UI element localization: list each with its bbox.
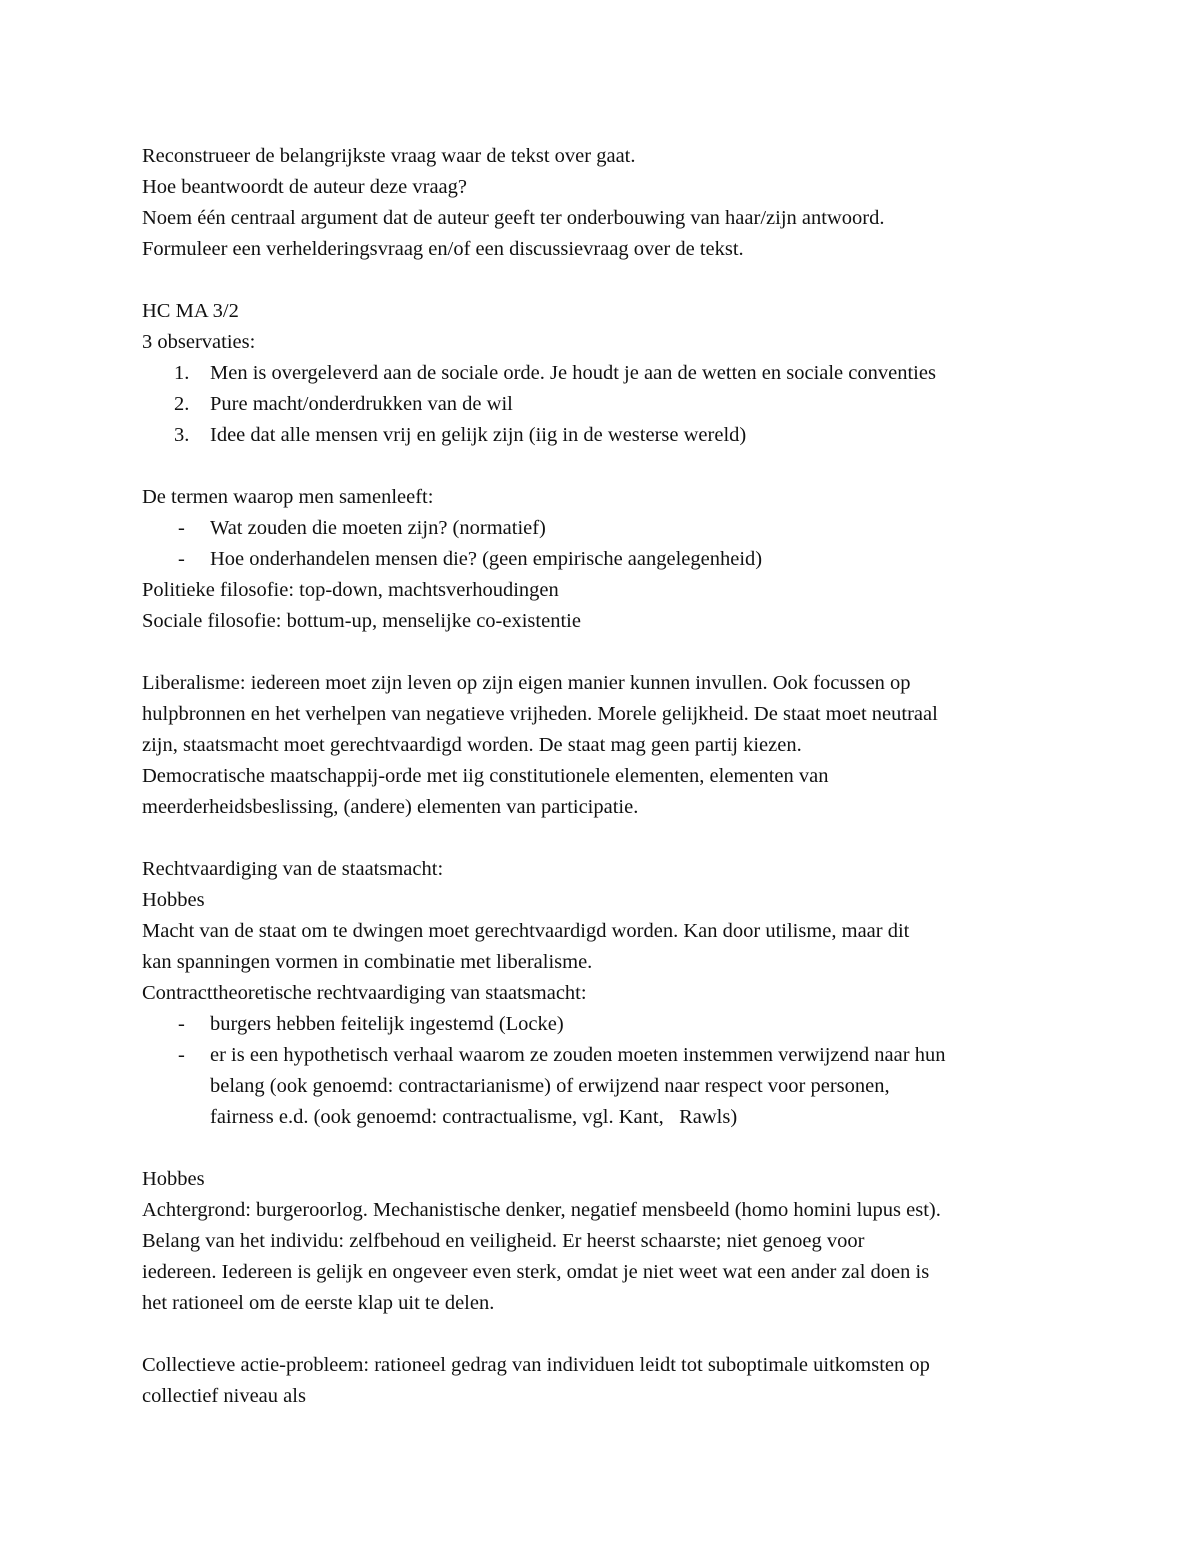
terms-text: Wat zouden die moeten zijn? (normatief) [210, 517, 546, 539]
intro-question: Formuleer een verhelderingsvraag en/of een discussievraag over de tekst. [142, 238, 744, 260]
document-body [142, 141, 1072, 1412]
list-number: 2. [174, 393, 190, 415]
paragraph-line: zijn, staatsmacht moet gerechtvaardigd worden. De staat mag geen partij kiezen. [142, 734, 802, 756]
paragraph-gap [142, 451, 1072, 482]
collective-action-section [142, 1350, 1072, 1412]
observations-heading: 3 observaties: [142, 331, 256, 353]
paragraph-line: Belang van het individu: zelfbehoud en veiligheid. Er heerst schaarste; niet genoeg voor [142, 1230, 865, 1252]
philosophy-line: Sociale filosofie: bottum-up, menselijke co-existentie [142, 610, 581, 632]
paragraph-line: meerderheidsbeslissing, (andere) elementen van participatie. [142, 796, 639, 818]
contract-text: fairness e.d. (ook genoemd: contractualisme, vgl. Kant, Rawls) [210, 1106, 738, 1128]
paragraph-gap [142, 637, 1072, 668]
terms-heading: De termen waarop men samenleeft: [142, 486, 434, 508]
hobbes-section [142, 1164, 1072, 1319]
paragraph-line: Contracttheoretische rechtvaardiging van staatsmacht: [142, 982, 587, 1004]
contract-text: er is een hypothetisch verhaal waarom ze zouden moeten instemmen verwijzend naar hun [210, 1044, 946, 1066]
terms-text: Hoe onderhandelen mensen die? (geen empirische aangelegenheid) [210, 548, 763, 570]
list-number: 1. [174, 362, 190, 384]
paragraph-line: collectief niveau als [142, 1385, 306, 1407]
observation-text: Idee dat alle mensen vrij en gelijk zijn (iig in de westerse wereld) [210, 424, 747, 446]
contract-text: burgers hebben feitelijk ingestemd (Locke) [210, 1013, 564, 1035]
terms-list [142, 513, 1072, 575]
paragraph-line: Achtergrond: burgeroorlog. Mechanistische denker, negatief mensbeeld (homo homini lupus est). [142, 1199, 941, 1221]
list-dash: - [178, 1013, 185, 1035]
list-dash: - [178, 517, 185, 539]
intro-question: Noem één centraal argument dat de auteur geeft ter onderbouwing van haar/zijn antwoord. [142, 207, 885, 229]
contract-list [142, 1009, 1072, 1133]
contract-text: belang (ook genoemd: contractarianisme) of erwijzend naar respect voor personen, [210, 1075, 890, 1097]
paragraph-gap [142, 823, 1072, 854]
observation-item [142, 420, 1072, 451]
observation-text: Pure macht/onderdrukken van de wil [210, 393, 513, 415]
terms-item [142, 544, 1072, 575]
intro-questions [142, 141, 1072, 265]
philosophy-line: Politieke filosofie: top-down, machtsverhoudingen [142, 579, 559, 601]
paragraph-line: Liberalisme: iedereen moet zijn leven op zijn eigen manier kunnen invullen. Ook focussen op [142, 672, 911, 694]
paragraph-line: hulpbronnen en het verhelpen van negatieve vrijheden. Morele gelijkheid. De staat moet neutraal [142, 703, 938, 725]
contract-item [142, 1009, 1072, 1040]
lecture-title: HC MA 3/2 [142, 300, 239, 322]
list-dash: - [178, 548, 185, 570]
paragraph-gap [142, 1133, 1072, 1164]
subheading: Hobbes [142, 889, 205, 911]
justification-section [142, 854, 1072, 1133]
paragraph-line: kan spanningen vormen in combinatie met liberalisme. [142, 951, 593, 973]
observation-item [142, 389, 1072, 420]
list-dash: - [178, 1044, 185, 1066]
paragraph-line: Collectieve actie-probleem: rationeel gedrag van individuen leidt tot suboptimale uitkomsten op [142, 1354, 930, 1376]
paragraph-line: het rationeel om de eerste klap uit te delen. [142, 1292, 495, 1314]
paragraph-line: Macht van de staat om te dwingen moet gerechtvaardigd worden. Kan door utilisme, maar dit [142, 920, 910, 942]
list-number: 3. [174, 424, 190, 446]
paragraph-line: iedereen. Iedereen is gelijk en ongeveer even sterk, omdat je niet weet wat een ander zal doen is [142, 1261, 930, 1283]
observations-list [142, 358, 1072, 451]
liberalism-paragraph [142, 668, 1072, 823]
subheading: Hobbes [142, 1168, 205, 1190]
intro-question: Reconstrueer de belangrijkste vraag waar de tekst over gaat. [142, 145, 636, 167]
observation-item [142, 358, 1072, 389]
paragraph-gap [142, 265, 1072, 296]
intro-question: Hoe beantwoordt de auteur deze vraag? [142, 176, 467, 198]
terms-item [142, 513, 1072, 544]
section-heading: Rechtvaardiging van de staatsmacht: [142, 858, 444, 880]
paragraph-gap [142, 1319, 1072, 1350]
observation-text: Men is overgeleverd aan de sociale orde. Je houdt je aan de wetten en sociale conventies [210, 362, 936, 384]
contract-item [142, 1040, 1072, 1133]
paragraph-line: Democratische maatschappij-orde met iig constitutionele elementen, elementen van [142, 765, 829, 787]
